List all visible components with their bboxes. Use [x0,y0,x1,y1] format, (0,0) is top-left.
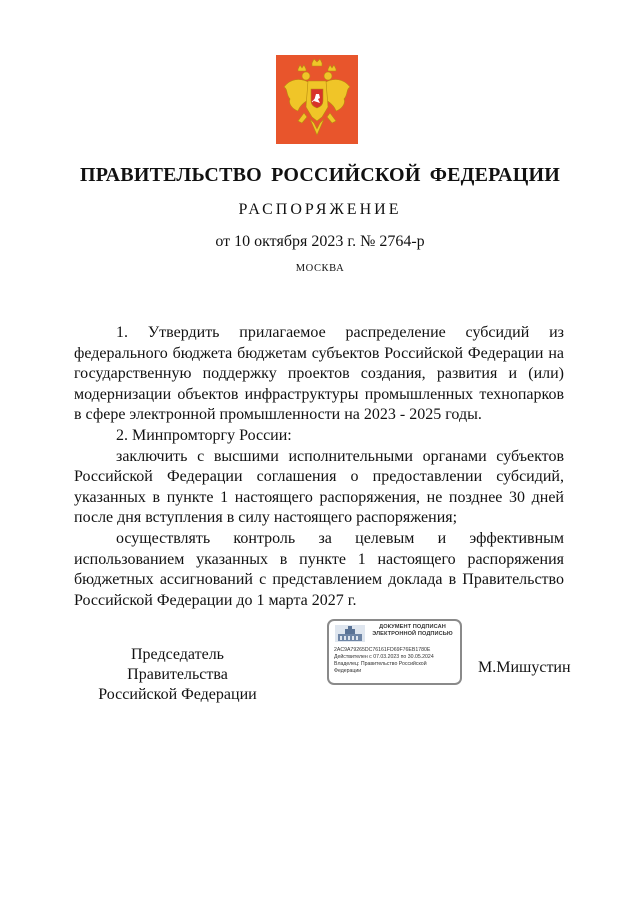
stamp-details [334,647,462,675]
stamp-validity: Действителен с 07.03.2023 по 30.05.2024 [334,654,434,660]
electronic-signature-stamp [327,619,462,685]
paragraph-2-item-1: заключить с высшими исполнительными органами субъектов Российской Федерации соглашения о предоставлении субсидий, указанных в пункте 1 настоящего распоряжения, не позднее 30 дней после дня вступления в силу настоящего распоряжения; [74,447,564,527]
stamp-title [365,624,460,639]
paragraph-2-item-2: осуществлять контроль за целевым и эффективным использованием указанных в пункте 1 настоящего распоряжения бюджетных ассигнований с представлением доклада в Правительство Российской Федерации до 1 марта 2027 г. [74,529,564,609]
government-building-icon [335,625,365,642]
signer-position-line-2: Российской Федерации [98,686,257,703]
stamp-owner-line-1: Владелец: Правительство Российской [334,661,427,667]
order-text [74,323,564,611]
stamp-title-line-1: ДОКУМЕНТ ПОДПИСАН [379,624,446,630]
signer-name: М.Мишустин [478,659,571,676]
russian-coat-of-arms-icon [276,55,358,144]
paragraph-1: 1. Утвердить прилагаемое распределение субсидий из федерального бюджета бюджетам субъектов Российской Федерации на государственную поддержку проектов создания, развития и (или) модернизации объектов инфраструктуры промышленных технопарков в сфере электронной промышленности на 2023 - 2025 годы. [74,324,564,424]
paragraph-2: 2. Минпромторгу России: [116,426,292,444]
document-date-number: от 10 октября 2023 г. № 2764-р [215,233,425,250]
stamp-serial: 2AC9A79265DC76161FD69F76EB1780E [334,647,431,653]
document-type: РАСПОРЯЖЕНИЕ [238,201,402,218]
signer-position [80,645,275,705]
document-city: МОСКВА [295,263,345,274]
signer-position-line-1: Председатель Правительства [127,646,228,683]
government-title: ПРАВИТЕЛЬСТВО РОССИЙСКОЙ ФЕДЕРАЦИИ [80,164,560,186]
stamp-owner-line-2: Федерации [334,668,362,674]
coat-of-arms [276,55,358,144]
stamp-title-line-2: ЭЛЕКТРОННОЙ ПОДПИСЬЮ [372,631,453,638]
